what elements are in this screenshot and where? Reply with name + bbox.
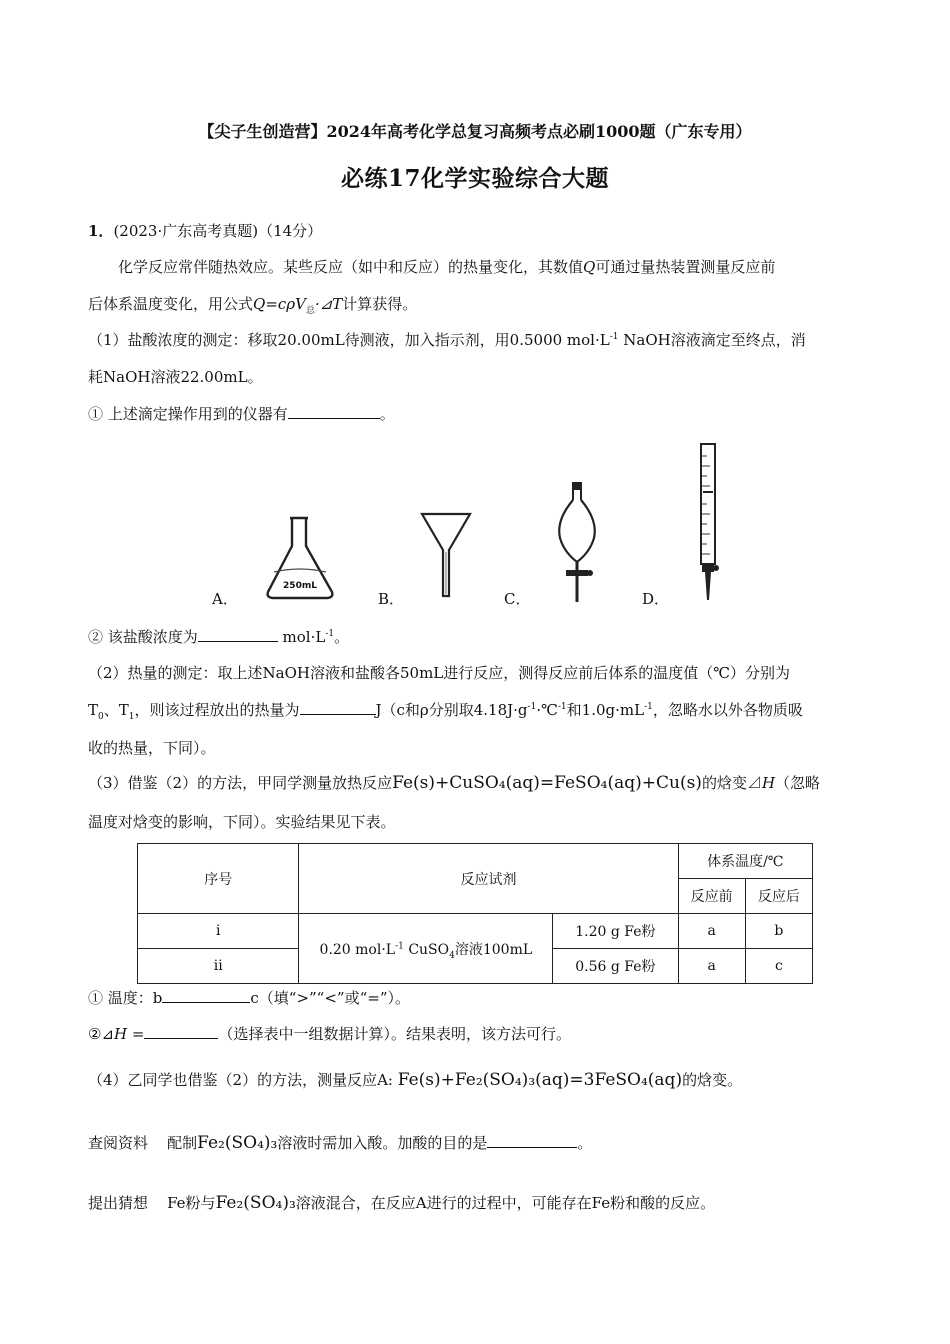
series-title: 【尖子生创造营】2024年高考化学总复习高频考点必刷1000题（广东专用） bbox=[198, 122, 752, 141]
answer-blank-compare[interactable] bbox=[162, 988, 250, 1003]
question-source: (2023·广东高考真题)（14分） bbox=[113, 222, 323, 240]
reaction-equation-a: Fe(s)+Fe₂(SO₄)₃(aq)=3FeSO₄(aq) bbox=[397, 1070, 683, 1090]
burette-icon bbox=[694, 442, 724, 604]
flask-volume-label: 250mL bbox=[283, 581, 317, 591]
part3-line-1: （3）借鉴（2）的方法，甲同学测量放热反应Fe(s)+CuSO₄(aq)=FeSO₄(aq)+Cu(s)的焓变⊿H（忽略 bbox=[88, 773, 821, 793]
q3-1-temperature: ① 温度：b c（填“>”“<”或“=”）。 bbox=[88, 989, 410, 1007]
table-header-temp: 体系温度/℃ bbox=[678, 844, 812, 879]
reference-line: 查阅资料 配制Fe₂(SO₄)₃溶液时需加入酸。加酸的目的是 。 bbox=[88, 1133, 593, 1153]
option-label-c: C． bbox=[504, 590, 531, 608]
answer-blank-concentration[interactable] bbox=[198, 627, 278, 642]
question-number: 1． bbox=[88, 222, 114, 240]
q1-1-instruments: ① 上述滴定操作用到的仪器有 。 bbox=[88, 405, 395, 423]
answer-blank-acid[interactable] bbox=[487, 1133, 577, 1148]
erlenmeyer-flask-icon bbox=[260, 512, 340, 600]
table-header-before: 反应前 bbox=[678, 879, 745, 914]
option-label-a: A． bbox=[212, 590, 238, 608]
instrument-figure bbox=[200, 440, 760, 610]
table-header-no: 序号 bbox=[138, 844, 299, 914]
reference-label: 查阅资料 bbox=[88, 1134, 149, 1152]
page-title: 必练17化学实验综合大题 bbox=[340, 165, 609, 192]
q1-2-concentration: ② 该盐酸浓度为 $mol\cdot L^{-1}$。 bbox=[88, 628, 350, 646]
intro-line-1: 化学反应常伴随热效应。某些反应（如中和反应）的热量变化，其数值Q可通过量热装置测量反应前 bbox=[118, 258, 776, 276]
intro-line-2: 后体系温度变化，用公式Q=cρV$_总$·⊿T计算获得。 bbox=[88, 295, 418, 316]
part1-line-1: （1）盐酸浓度的测定：移取20.00mL待测液，加入指示剂，用0.5000 $mol\cdot L^{-1}$ NaOH溶液滴定至终点，消 bbox=[88, 331, 806, 349]
option-label-b: B． bbox=[378, 590, 405, 608]
results-table bbox=[137, 843, 813, 984]
separatory-funnel-icon bbox=[552, 480, 602, 604]
part4-line: （4）乙同学也借鉴（2）的方法，测量反应A: Fe(s)+Fe₂(SO₄)₃(aq)=3FeSO₄(aq)的焓变。 bbox=[88, 1070, 743, 1090]
table-reagent-cell: 0.20 $mol\cdot L^{-1}$ CuSO$_4$溶液100mL bbox=[299, 914, 553, 984]
part2-line-2: $T_0$、$T_1$，则该过程放出的热量为 J（c和ρ分别取$4.18J\cdot g^{-1}\cdot℃^{-1}$和$1.0g\cdot mL^{-1}$，忽略水以外各物质吸 bbox=[88, 701, 803, 722]
answer-blank-instruments[interactable] bbox=[288, 404, 380, 419]
hypothesis-label: 提出猜想 bbox=[88, 1194, 149, 1212]
question-header bbox=[88, 221, 322, 241]
table-header-after: 反应后 bbox=[745, 879, 812, 914]
funnel-icon bbox=[418, 510, 474, 598]
table-row: ii 0.56 g Fe粉 a c bbox=[138, 949, 813, 984]
part1-line-2: 耗NaOH溶液22.00mL。 bbox=[88, 368, 263, 386]
option-label-d: D． bbox=[642, 590, 670, 608]
part2-line-3: 收的热量，下同）。 bbox=[88, 739, 216, 757]
hypothesis-line: 提出猜想 Fe粉与Fe₂(SO₄)₃溶液混合，在反应A进行的过程中，可能存在Fe粉和酸的反应。 bbox=[88, 1193, 716, 1213]
part2-line-1: （2）热量的测定：取上述NaOH溶液和盐酸各50mL进行反应，测得反应前后体系的温度值（℃）分别为 bbox=[88, 664, 791, 682]
reaction-equation-cu: Fe(s)+CuSO₄(aq)=FeSO₄(aq)+Cu(s) bbox=[392, 773, 702, 793]
answer-blank-heat[interactable] bbox=[300, 700, 376, 715]
q3-2-enthalpy: ②⊿H = （选择表中一组数据计算）。结果表明，该方法可行。 bbox=[88, 1025, 571, 1043]
part3-line-2: 温度对焓变的影响，下同）。实验结果见下表。 bbox=[88, 813, 396, 831]
answer-blank-enthalpy[interactable] bbox=[144, 1024, 218, 1039]
table-header-reagent: 反应试剂 bbox=[299, 844, 678, 914]
table-row: i 0.20 $mol\cdot L^{-1}$ CuSO$_4$溶液100mL 1.20 g Fe粉 a b bbox=[138, 914, 813, 949]
heat-formula: Q=cρV bbox=[253, 295, 306, 313]
